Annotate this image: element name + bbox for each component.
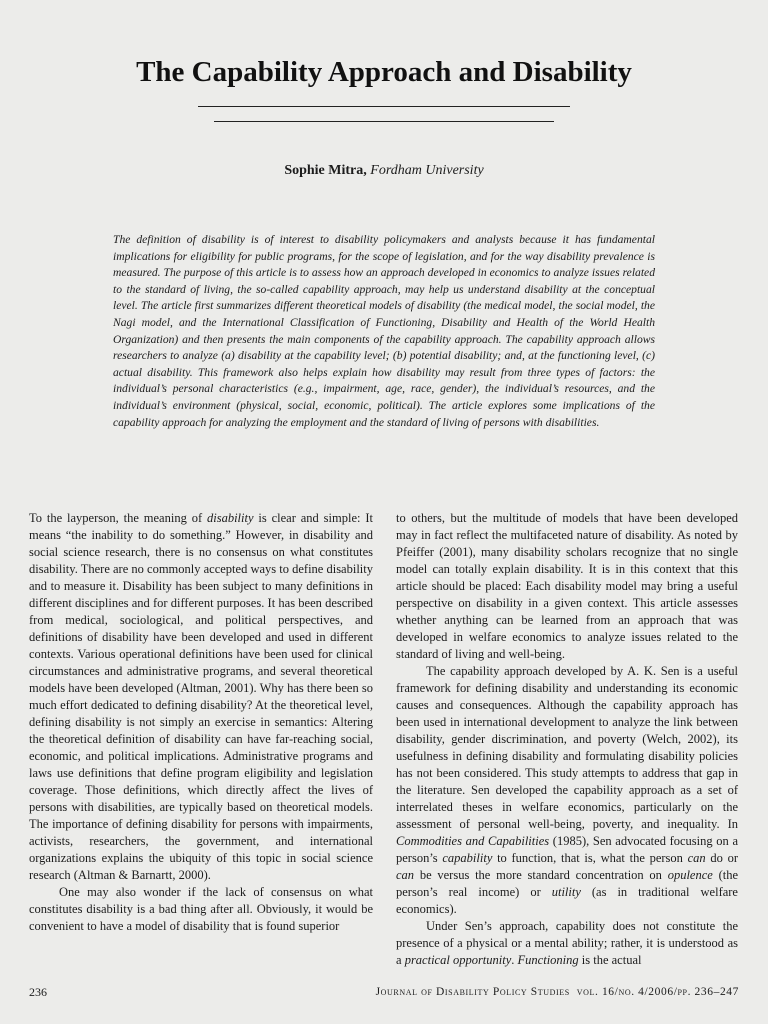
paragraph: To the layperson, the meaning of disability is clear and simple: It means “the inability to do something.” However, in disability and social science research, there is no consensus on what constitutes disability. There are no commonly accepted ways to define disability and to measure it. Disability has been subject to many definitions in different disciplines and for different purposes. It has been described from medical, sociological, and political perspectives, and definitions of disability have been developed and used in different contexts. Various operational definitions have been used for clinical circumstances and administrative programs, and several theoretical models have been developed (Altman, 2001). Why has there been so much effort dedicated to defining disability? At the theoretical level, defining disability is not simply an exercise in semantics: Altering the theoretical definition of disability can have far-reaching social, economic, and political implications. Administrative programs and laws use definitions that define program eligibility and legislation coverage. Those definitions, which directly affect the lives of persons with disabilities, are typically based on theoretical models. The importance of defining disability for persons with impairments, activists, researchers, the government, and international organizations explains the ubiquity of this topic in social science research (Altman & Barnartt, 2000). bbox=[29, 511, 373, 882]
body-column-right bbox=[396, 510, 738, 969]
title-rule-lower bbox=[214, 121, 554, 122]
article-title: The Capability Approach and Disability bbox=[136, 56, 632, 88]
page-number: 236 bbox=[29, 985, 47, 999]
author-line bbox=[0, 163, 768, 179]
paragraph: Under Sen’s approach, capability does not constitute the presence of a physical or a mental ability; rather, it is understood as a practical opportunity. Functioning is the actual bbox=[396, 919, 738, 967]
title-rule-upper bbox=[198, 106, 570, 107]
paragraph: One may also wonder if the lack of consensus on what constitutes disability is a bad thing after all. Obviously, it would be convenient to have a model of disability that is found superior bbox=[29, 885, 373, 933]
body-column-left bbox=[29, 510, 373, 935]
paragraph: The capability approach developed by A. K. Sen is a useful framework for defining disability and understanding its economic causes and consequences. Although the capability approach has been used in international development to analyze the link between disability, gender discrimination, and poverty (Welch, 2002), its usefulness in defining disability and formulating disability policies has not been considered. This study attempts to address that gap in the literature. Sen developed the capability approach as a set of interrelated theses in welfare economics, particularly on the assessment of personal well-being, poverty, and inequality. In Commodities and Capabilities (1985), Sen advocated focusing on a person’s capability to function, that is, what the person can do or can be versus the more standard concentration on opulence (the person’s real income) or utility (as in traditional welfare economics). bbox=[396, 664, 739, 916]
abstract: The definition of disability is of interest to disability policymakers and analysts because it has fundamental implications for eligibility for public programs, for the scope of legislation, and for the way disability prevalence is measured. The purpose of this article is to assess how an approach developed in economics to analyze issues related to the standard of living, the so-called capability approach, may help us understand disability at the conceptual level. The article first summarizes different theoretical models of disability (the medical model, the social model, the Nagi model, and the International Classification of Functioning, Disability and Health of the World Health Organization) and then presents the main components of the capability approach. The capability approach allows researchers to analyze (a) disability at the capability level; (b) potential disability; and, at the functioning level, (c) actual disability. This framework also helps explain how disability may result from three types of factors: the individual’s personal characteristics (e.g., impairment, age, race, gender), the individual’s resources, and the individual’s environment (physical, social, economic, political). The article explores some implications of the capability approach for analyzing the employment and the standard of living of persons with disabilities. bbox=[113, 233, 655, 429]
author-name: Sophie Mitra, bbox=[284, 163, 367, 178]
author-affiliation: Fordham University bbox=[370, 163, 484, 178]
journal-citation: Journal of Disability Policy Studies vol. 16/no. 4/2006/pp. 236–247 bbox=[375, 986, 739, 998]
paragraph: to others, but the multitude of models that have been developed may in fact reflect the multifaceted nature of disability. As noted by Pfeiffer (2001), many disability scholars recognize that no single model can totally explain disability. It is in this context that this article should be placed: Each disability model may bring a useful perspective on disability in a given context. This article assesses whether anything can be learned from an approach that was developed in welfare economics to analyze issues related to the standard of living and well-being. bbox=[396, 511, 738, 661]
